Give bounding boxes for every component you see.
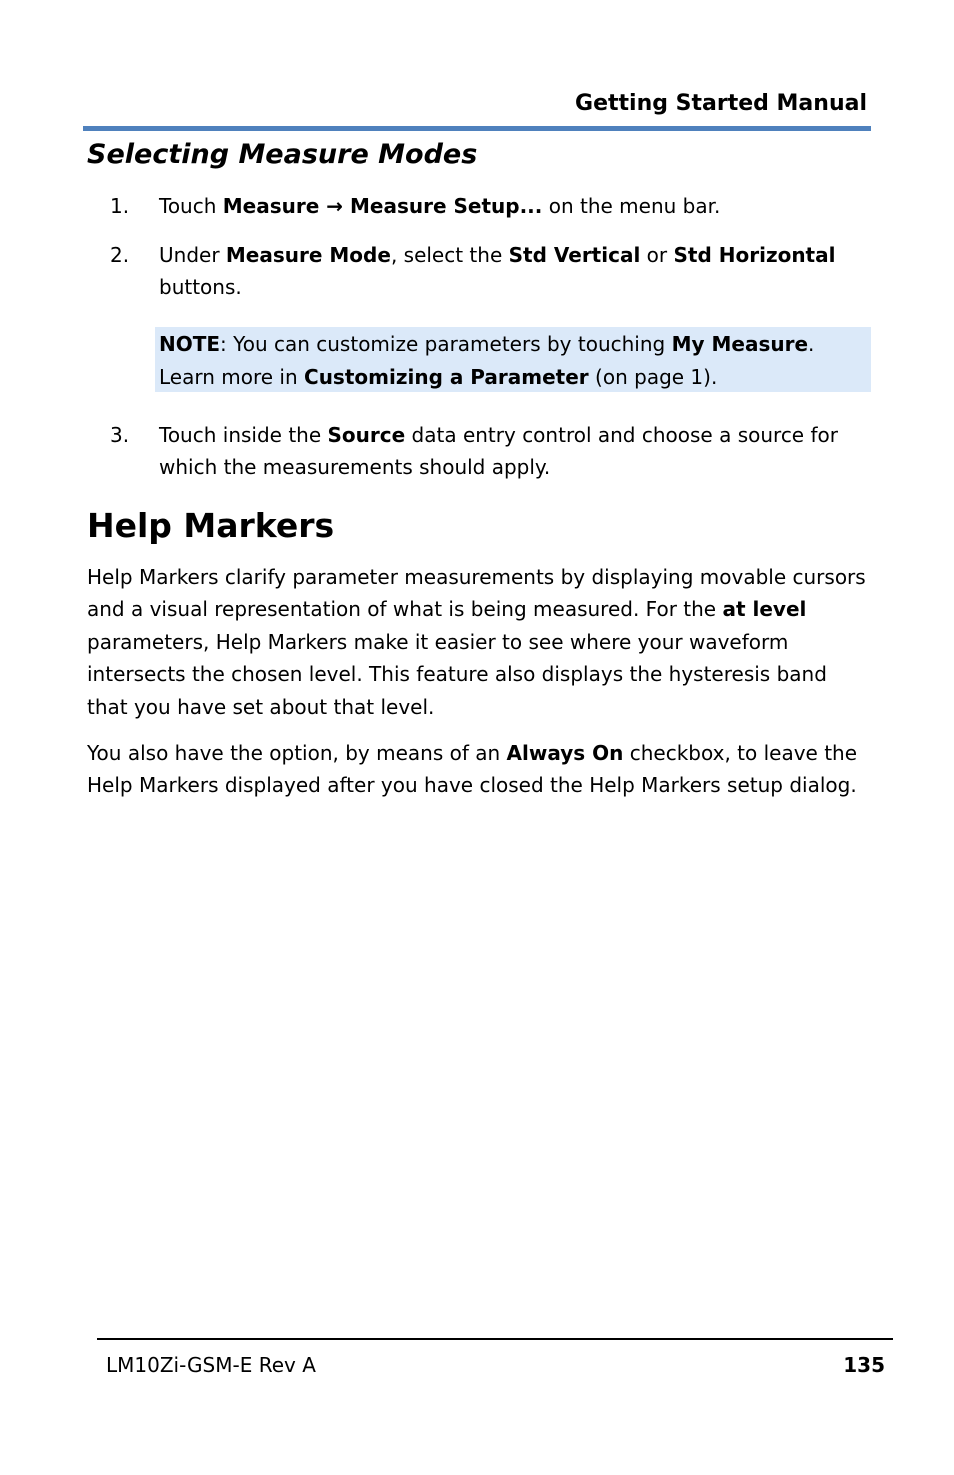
step-text-part: data entry control and choose a source for which the measurements should apply. — [159, 423, 838, 479]
step-2 — [110, 239, 870, 303]
source-term: Source — [327, 423, 406, 447]
note-text — [159, 328, 871, 394]
paragraph-text-part: Help Markers clarify parameter measurements by displaying movable cursors and a visual representation of what is being measured. For the — [87, 565, 866, 622]
footer-doc-id: LM10Zi-GSM-E Rev A — [106, 1353, 316, 1377]
always-on-term: Always On — [506, 741, 624, 765]
std-horizontal-term: Std Horizontal — [673, 243, 836, 267]
paragraph-text-part: checkbox, to leave the Help Markers displayed after you have closed the Help Markers setup dialog. — [87, 741, 858, 798]
menu-path: Measure → Measure Setup... — [222, 194, 543, 218]
paragraph-text-part: parameters, Help Markers make it easier to see where your waveform intersects the chosen level. This feature also displays the hysteresis band that you have set about that level. — [87, 629, 827, 719]
note-text-part: . Learn more in — [159, 332, 815, 389]
step-text-part: Touch inside the — [159, 423, 328, 447]
step-text-part: or — [640, 243, 674, 267]
step-number: 3. — [110, 423, 130, 447]
std-vertical-term: Std Vertical — [508, 243, 641, 267]
step-text-part: buttons. — [159, 275, 242, 299]
my-measure-term: My Measure — [671, 332, 809, 356]
step-text-part: Under — [159, 243, 226, 267]
note-label: NOTE — [159, 332, 221, 356]
help-markers-heading: Help Markers — [87, 506, 335, 545]
step-text-part: Touch — [159, 194, 223, 218]
step-3 — [110, 419, 870, 483]
step-number: 2. — [110, 243, 130, 267]
step-text-part: on the menu bar. — [542, 194, 721, 218]
step-text-part: , select the — [390, 243, 509, 267]
footer-page-number: 135 — [843, 1353, 885, 1377]
step-number: 1. — [110, 194, 130, 218]
customizing-parameter-link[interactable]: Customizing a Parameter — [304, 365, 589, 389]
step-1 — [110, 190, 870, 222]
step-text — [159, 239, 859, 303]
help-markers-paragraph-1 — [87, 561, 867, 723]
step-text — [159, 190, 859, 222]
running-header-title: Getting Started Manual — [575, 91, 867, 116]
section-heading: Selecting Measure Modes — [87, 139, 478, 170]
measure-mode-term: Measure Mode — [225, 243, 391, 267]
help-markers-paragraph-2 — [87, 737, 867, 802]
paragraph-text-part: You also have the option, by means of an — [87, 741, 507, 765]
note-text-part: : You can customize parameters by touching — [220, 332, 672, 356]
note-text-part: (on page 1). — [588, 365, 718, 389]
header-rule — [83, 126, 871, 131]
footer-rule — [97, 1338, 893, 1340]
step-text — [159, 419, 859, 483]
at-level-term: at level — [722, 597, 807, 622]
